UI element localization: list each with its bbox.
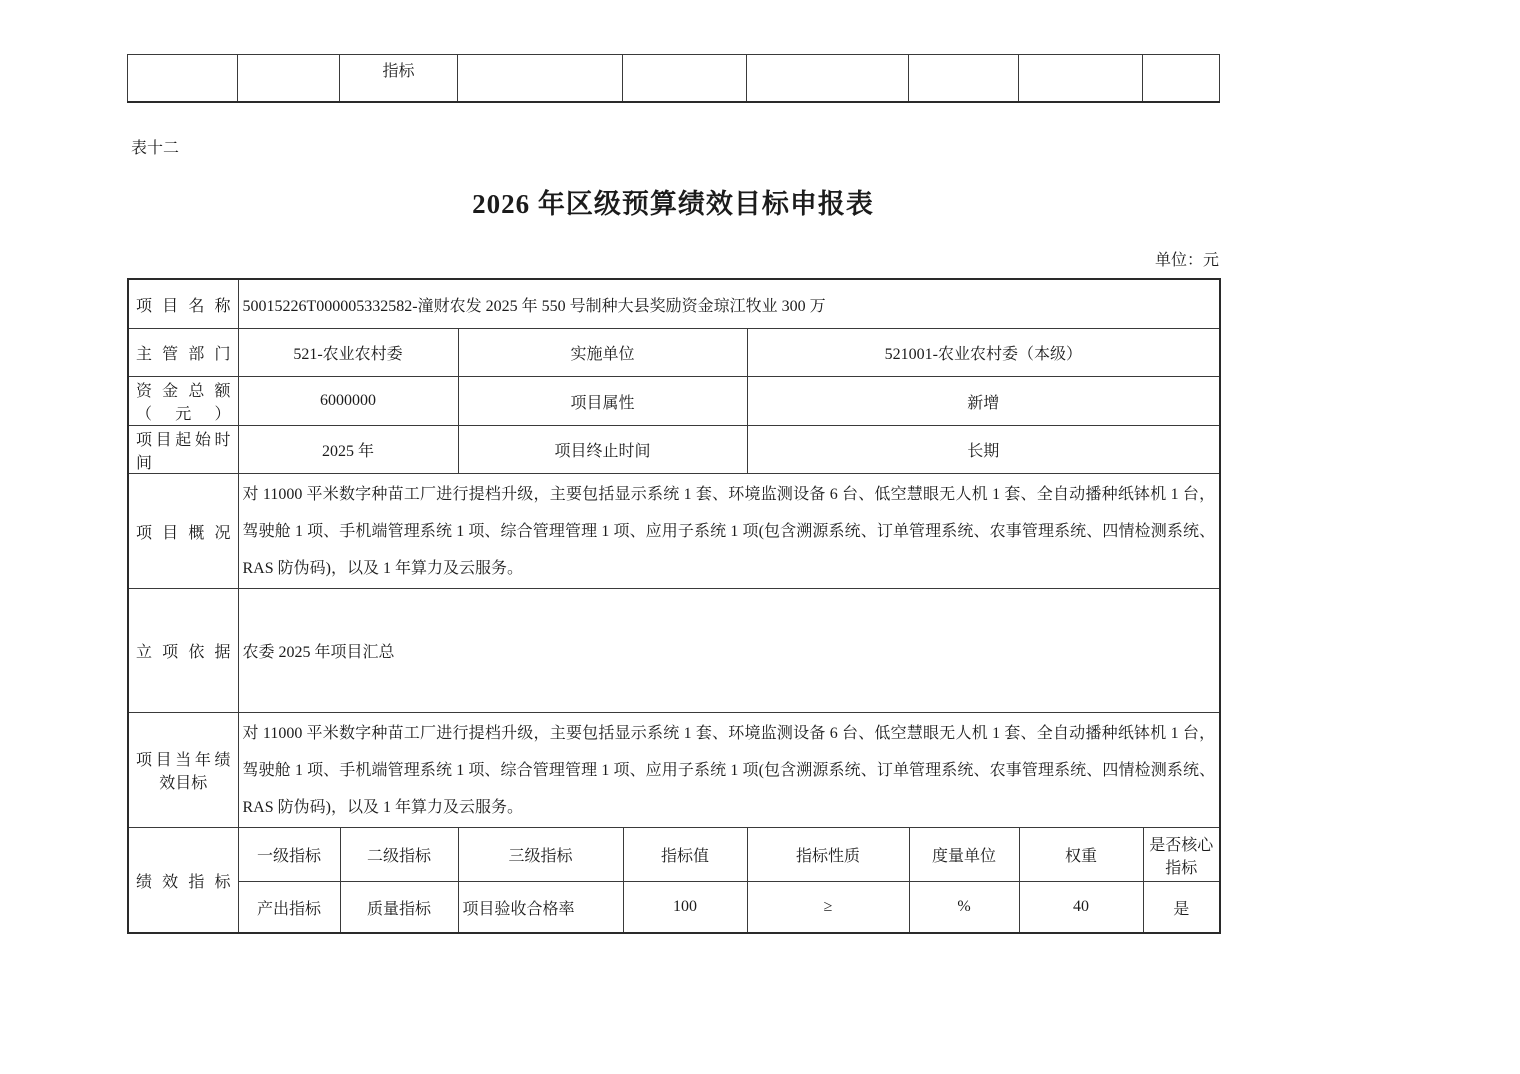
- implementing-unit-value: 521001-农业农村委（本级）: [747, 329, 1220, 377]
- header-weight: 权重: [1019, 828, 1143, 882]
- fragment-cell: [128, 55, 238, 103]
- fund-total-value: 6000000: [238, 377, 458, 426]
- fund-total-label: 资金总额（元）: [128, 377, 238, 426]
- project-attribute-value: 新增: [747, 377, 1220, 426]
- row-fund: [128, 377, 1220, 426]
- header-is-core-indicator: 是否核心指标: [1143, 828, 1220, 882]
- fragment-cell: [1019, 55, 1143, 103]
- department-label: 主管部门: [128, 329, 238, 377]
- table-caption: 表十二: [131, 140, 180, 157]
- header-measure-unit: 度量单位: [909, 828, 1019, 882]
- basis-label: 立项依据: [128, 589, 238, 713]
- project-name-value: 50015226T000005332582-潼财农发 2025 年 550 号制种大县奖励资金琼江牧业 300 万: [238, 279, 1220, 329]
- department-value: 521-农业农村委: [238, 329, 458, 377]
- row-overview: [128, 474, 1220, 589]
- annual-target-value: 对 11000 平米数字种苗工厂进行提档升级，主要包括显示系统 1 套、环境监测设备 6 台、低空慧眼无人机 1 套、全自动播种纸钵机 1 台，驾驶舱 1 项、手机端管理系统 1 项、综合管理管理 1 项、应用子系统 1 项(包含溯源系统、订单管理系统、农事管理系统、四情检测系统、RAS 防伪码)，以及 1 年算力及云服务。: [238, 713, 1220, 828]
- fragment-row: [128, 55, 1220, 103]
- row-project-name: [128, 279, 1220, 329]
- header-level2-indicator: 二级指标: [340, 828, 458, 882]
- cell-weight: 40: [1019, 882, 1143, 934]
- implementing-unit-label: 实施单位: [458, 329, 747, 377]
- fragment-cell: [1143, 55, 1220, 103]
- header-indicator-value: 指标值: [623, 828, 747, 882]
- project-attribute-label: 项目属性: [458, 377, 747, 426]
- basis-value: 农委 2025 年项目汇总: [238, 589, 1220, 713]
- page-title: 2026 年区级预算绩效目标申报表: [472, 189, 874, 219]
- row-annual-target: [128, 713, 1220, 828]
- row-basis: [128, 589, 1220, 713]
- start-time-label: 项目起始时间: [128, 426, 238, 474]
- row-performance-data: [128, 882, 1220, 934]
- fragment-cell-indicator: 指标: [340, 55, 458, 103]
- cell-level3-indicator: 项目验收合格率: [458, 882, 623, 934]
- previous-table-fragment: [127, 54, 1220, 103]
- overview-value: 对 11000 平米数字种苗工厂进行提档升级，主要包括显示系统 1 套、环境监测设备 6 台、低空慧眼无人机 1 套、全自动播种纸钵机 1 台，驾驶舱 1 项、手机端管理系统 1 项、综合管理管理 1 项、应用子系统 1 项(包含溯源系统、订单管理系统、农事管理系统、四情检测系统、RAS 防伪码)，以及 1 年算力及云服务。: [238, 474, 1220, 589]
- end-time-label: 项目终止时间: [458, 426, 747, 474]
- project-name-label: 项目名称: [128, 279, 238, 329]
- overview-label: 项目概况: [128, 474, 238, 589]
- cell-is-core: 是: [1143, 882, 1220, 934]
- budget-performance-table: [127, 278, 1221, 934]
- annual-target-label: 项目当年绩效目标: [128, 713, 238, 828]
- header-level3-indicator: 三级指标: [458, 828, 623, 882]
- fragment-cell: [747, 55, 909, 103]
- header-indicator-nature: 指标性质: [747, 828, 909, 882]
- cell-indicator-value: 100: [623, 882, 747, 934]
- fragment-cell: [623, 55, 747, 103]
- cell-measure-unit: %: [909, 882, 1019, 934]
- row-time: [128, 426, 1220, 474]
- start-time-value: 2025 年: [238, 426, 458, 474]
- end-time-value: 长期: [747, 426, 1220, 474]
- row-performance-header: [128, 828, 1220, 882]
- cell-level2-indicator: 质量指标: [340, 882, 458, 934]
- header-level1-indicator: 一级指标: [238, 828, 340, 882]
- cell-indicator-nature: ≥: [747, 882, 909, 934]
- cell-level1-indicator: 产出指标: [238, 882, 340, 934]
- row-department: [128, 329, 1220, 377]
- unit-note: 单位：元: [1154, 252, 1219, 269]
- fragment-cell: [458, 55, 623, 103]
- fragment-cell: [238, 55, 340, 103]
- fragment-cell: [909, 55, 1019, 103]
- performance-label: 绩效指标: [128, 828, 238, 934]
